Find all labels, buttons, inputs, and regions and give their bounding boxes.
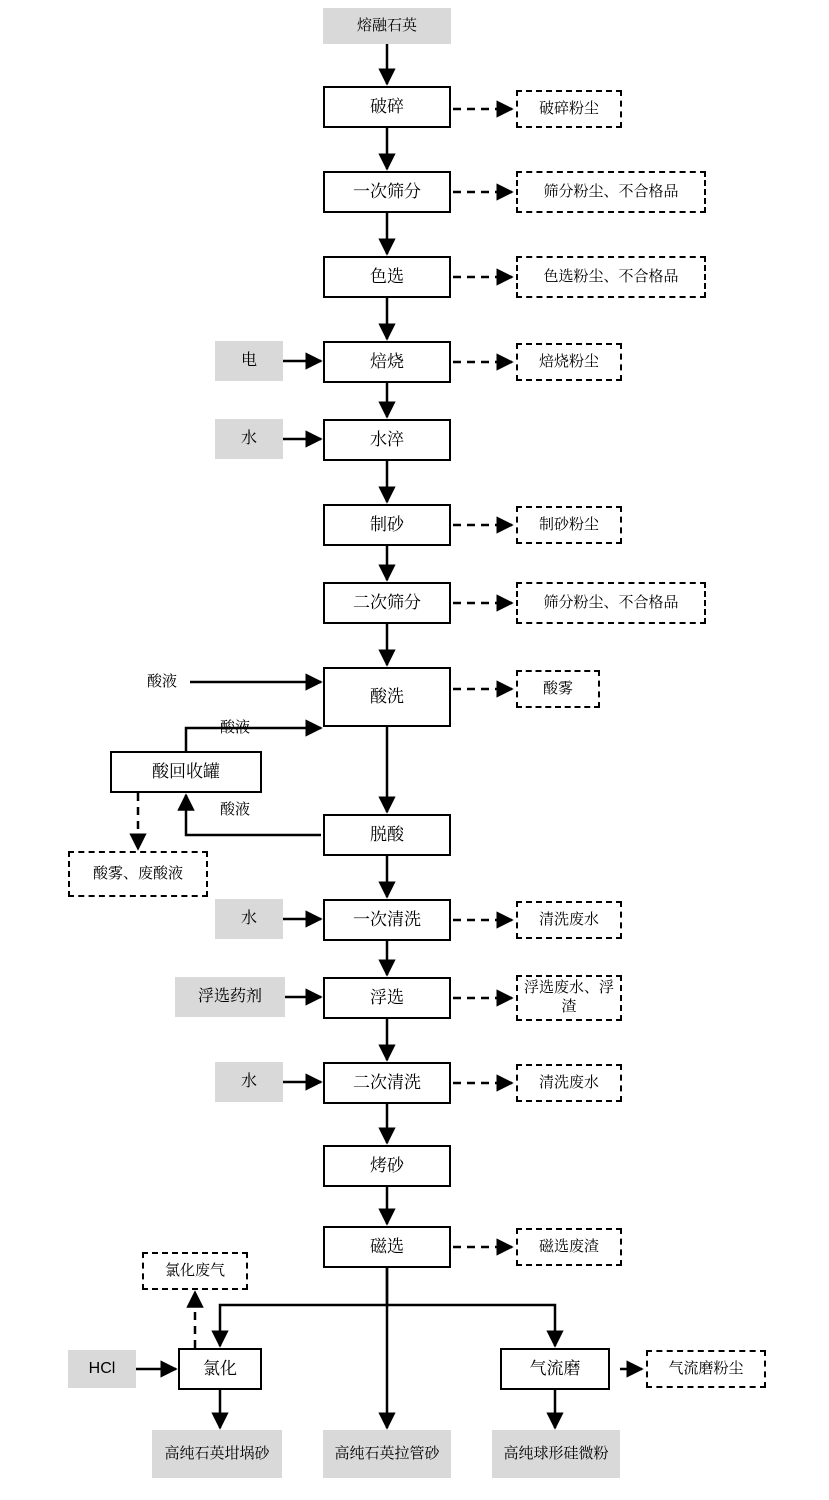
box-roast — [323, 341, 451, 383]
box-w_chlor — [142, 1252, 248, 1290]
node-label: 氯化废气 — [164, 1261, 225, 1279]
node-label: 筛分粉尘、不合格品 — [543, 593, 679, 611]
box-w_color — [516, 256, 706, 298]
box-wash2 — [323, 1062, 451, 1104]
box-w_roast — [516, 343, 622, 381]
box-w_sand — [516, 506, 622, 544]
box-sandmake — [323, 504, 451, 546]
box-p_crucible — [152, 1430, 282, 1478]
node-label: 高纯石英拉管砂 — [334, 1444, 440, 1462]
node-label: 色选粉尘、不合格品 — [543, 267, 679, 285]
node-label: 氯化 — [203, 1359, 237, 1379]
node-label: 制砂 — [370, 515, 404, 535]
node-label: 筛分粉尘、不合格品 — [543, 182, 679, 200]
box-wash1 — [323, 899, 451, 941]
node-label: 水 — [240, 1073, 257, 1090]
node-label: 酸雾、废酸液 — [92, 864, 183, 882]
node-label: 水 — [240, 910, 257, 927]
box-acidtank — [110, 751, 262, 793]
node-label: 电 — [240, 352, 257, 369]
node-label: 酸雾 — [542, 679, 573, 697]
box-quench — [323, 419, 451, 461]
node-label: 水淬 — [370, 430, 404, 450]
box-in_elec — [215, 341, 283, 381]
box-screen2 — [323, 582, 451, 624]
node-label: 浮选废水、浮渣 — [523, 979, 614, 1015]
box-in_hcl — [68, 1350, 136, 1388]
box-deacid — [323, 814, 451, 856]
node-label: 二次筛分 — [353, 593, 421, 613]
node-label: 磁选废渣 — [538, 1237, 599, 1255]
node-label: 熔融石英 — [356, 16, 417, 34]
box-jetmill — [500, 1348, 610, 1390]
node-label: 清洗废水 — [538, 1073, 599, 1091]
node-label: HCl — [88, 1360, 116, 1377]
box-w_crush — [516, 90, 622, 128]
node-label: 高纯石英坩埚砂 — [164, 1444, 270, 1462]
box-w_screen1 — [516, 171, 706, 213]
box-in_water1 — [215, 419, 283, 459]
node-label: 浮选 — [370, 988, 404, 1008]
node-label: 清洗废水 — [538, 910, 599, 928]
box-in_water2 — [215, 899, 283, 939]
node-label: 一次清洗 — [353, 910, 421, 930]
node-label: 酸液 — [219, 800, 250, 818]
box-screen1 — [323, 171, 451, 213]
box-colorsort — [323, 256, 451, 298]
node-label: 酸洗 — [370, 687, 404, 707]
edge-label-lbl_acid_ret — [207, 718, 263, 738]
node-label: 酸液 — [146, 672, 177, 690]
box-chlorinate — [178, 1348, 262, 1390]
box-w_jetmill — [646, 1350, 766, 1388]
box-w_acidwaste — [68, 851, 208, 897]
node-label: 一次筛分 — [353, 182, 421, 202]
edge-label-lbl_acid_in — [134, 672, 190, 692]
box-w_wash2 — [516, 1064, 622, 1102]
node-label: 烤砂 — [370, 1156, 404, 1176]
box-w_wash1 — [516, 901, 622, 939]
node-label: 高纯球形硅微粉 — [503, 1444, 609, 1462]
node-label: 酸回收罐 — [152, 762, 220, 782]
box-w_acidmist — [516, 670, 600, 708]
node-label: 脱酸 — [370, 825, 404, 845]
box-raw — [323, 8, 451, 44]
node-label: 焙烧 — [370, 352, 404, 372]
node-label: 浮选药剂 — [197, 988, 262, 1005]
node-label: 色选 — [370, 267, 404, 287]
box-w_mag — [516, 1228, 622, 1266]
node-label: 磁选 — [370, 1237, 404, 1257]
box-sandbake — [323, 1145, 451, 1187]
node-label: 制砂粉尘 — [538, 515, 599, 533]
node-label: 气流磨粉尘 — [668, 1359, 744, 1377]
node-label: 破碎 — [370, 97, 404, 117]
node-label: 气流磨 — [529, 1359, 581, 1379]
box-in_agent — [175, 977, 285, 1017]
node-label: 水 — [240, 430, 257, 447]
node-label: 焙烧粉尘 — [538, 352, 599, 370]
node-label: 二次清洗 — [353, 1073, 421, 1093]
box-acidwash — [323, 667, 451, 727]
box-crush — [323, 86, 451, 128]
box-flotation — [323, 977, 451, 1019]
box-w_flot — [516, 975, 622, 1021]
box-magsort — [323, 1226, 451, 1268]
node-label: 酸液 — [219, 718, 250, 736]
box-w_screen2 — [516, 582, 706, 624]
edge-label-lbl_acid_de — [207, 800, 263, 820]
box-in_water3 — [215, 1062, 283, 1102]
node-label: 破碎粉尘 — [538, 99, 599, 117]
box-p_sphere — [492, 1430, 620, 1478]
box-p_tube — [323, 1430, 451, 1478]
